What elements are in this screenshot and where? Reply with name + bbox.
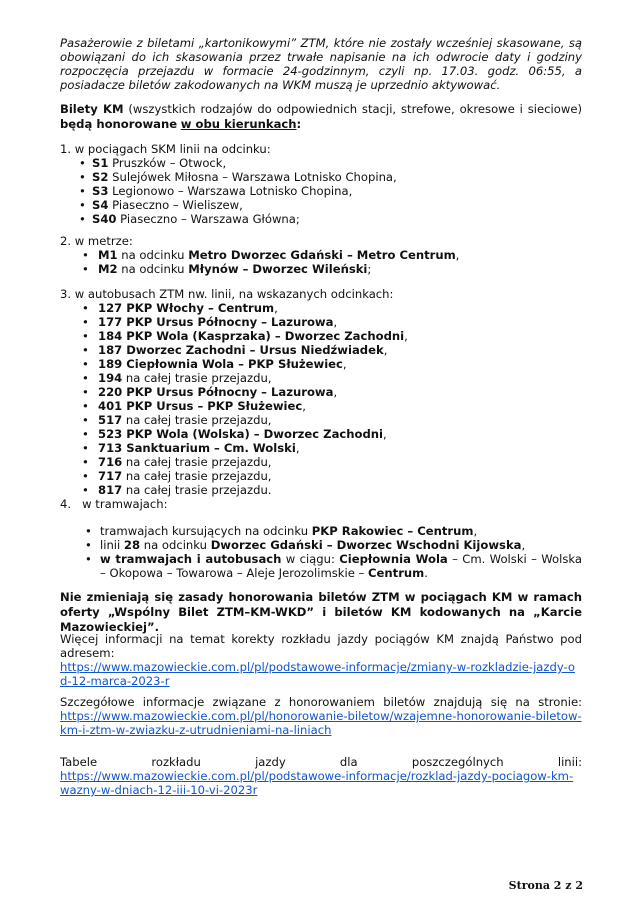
tram-item-mode: w tramwajach i autobusach [100,552,282,566]
bus-line-rest: , [383,343,388,357]
list-item [60,538,582,552]
list-item [60,413,582,427]
notice-paragraph: Nie zmieniają się zasady honorowania biletów ZTM w pociągach KM w ramach oferty „Wspólny Bilet ZTM–KM-WKD” i biletów KM kodowanych na „Karcie Mazowieckiej”. [60,590,582,634]
tram-line-number: 28 [123,538,141,552]
skm-line-route: Piaseczno – Warszawa Główna; [116,212,300,226]
info-block-1 [60,632,582,688]
list-item [60,427,582,441]
metro-line-mid: na odcinku [117,248,189,262]
list-item [60,248,582,262]
list-item [60,343,582,357]
section-metro [60,234,582,276]
list-item [60,315,582,329]
info-link-1[interactable]: https://www.mazowieckie.com.pl/pl/podstawowe-informacje/zmiany-w-rozkladzie-jazdy-od-12-marca-2023-r [60,660,575,688]
metro-line-mid: na odcinku [117,262,189,276]
bus-line-route: 194 [98,371,123,385]
skm-list [60,156,582,226]
section-bus [60,287,582,497]
metro-line-code: M1 [98,248,118,262]
skm-line-code: S4 [92,198,109,212]
bus-line-rest: na całej trasie przejazdu, [122,469,272,483]
bus-line-rest: , [404,329,408,343]
section-skm [60,142,582,226]
tram-item-route: – Cm. Wolski – Wolska – Okopowa – Towarowa – Aleje Jerozolimskie – [100,552,583,580]
metro-line-route: Młynów – Dworzec Wileński [188,262,368,276]
bus-line-rest: , [333,315,338,329]
list-item [60,301,582,315]
honored-paragraph [60,102,582,132]
info-link-3[interactable]: https://www.mazowieckie.com.pl/pl/podstawowe-informacje/rozklad-jazdy-pociagow-km-wazny-w-dniach-12-iii-10-vi-2023r [60,769,574,797]
skm-line-code: S40 [92,212,117,226]
info-block-2 [60,695,582,737]
tram-item-end: , [521,538,526,552]
bus-line-route: 713 Sanktuarium – Cm. Wolski [98,441,296,455]
honored-underlined: w obu kierunkach [180,117,297,131]
bus-line-rest: , [274,301,278,315]
tram-list [60,524,582,580]
info-text-3: Tabele rozkładu jazdy dla poszczególnych linii: [60,755,582,769]
skm-line-code: S2 [92,170,109,184]
skm-line-route: Legionowo – Warszawa Lotnisko Chopina, [108,184,353,198]
bus-line-route: 817 [98,483,123,497]
section-tram [60,497,582,580]
tram-item-destination: Centrum [368,566,425,580]
page-number-footer: Strona 2 z 2 [508,879,583,892]
tram-item-start: Ciepłownia Wola [339,552,448,566]
bus-line-route: 717 [98,469,123,483]
tram-item-text: na odcinku [140,538,211,552]
skm-heading: 1. w pociągach SKM linii na odcinku: [60,142,271,156]
tram-item-end: , [473,524,478,538]
skm-line-route: Pruszków – Otwock, [108,156,227,170]
bus-line-rest: , [333,385,338,399]
metro-line-end: ; [367,262,372,276]
info-text-1: Więcej informacji na temat korekty rozkładu jazdy pociągów KM znajdą Państwo pod adresem: [60,632,582,660]
tram-item-end: . [424,566,428,580]
metro-line-end: , [455,248,460,262]
honored-colon: : [296,117,302,131]
bus-line-rest: na całej trasie przejazdu, [122,413,272,427]
bus-line-route: 177 PKP Ursus Północny – Lazurowa [98,315,334,329]
honored-bold-1: Bilety KM [60,102,124,116]
bus-line-rest: , [383,427,387,441]
tram-item-text: tramwajach kursujących na odcinku [100,524,312,538]
list-item [60,198,582,212]
tram-heading: 4. w tramwajach: [60,497,168,511]
bus-line-route: 716 [98,455,123,469]
bus-line-route: 401 PKP Ursus – PKP Służewiec [98,399,303,413]
bus-list [60,301,582,497]
bus-line-rest: , [302,399,306,413]
list-item [60,469,582,483]
list-item [60,399,582,413]
bus-heading: 3. w autobusach ZTM nw. linii, na wskazanych odcinkach: [60,287,394,301]
list-item [60,329,582,343]
bus-line-rest: , [295,441,300,455]
tram-item-route: PKP Rakowiec – Centrum [311,524,474,538]
metro-heading: 2. w metrze: [60,234,133,248]
bus-line-route: 189 Ciepłownia Wola – PKP Służewiec [98,357,343,371]
skm-line-code: S1 [92,156,109,170]
bus-line-route: 220 PKP Ursus Północny – Lazurowa [98,385,334,399]
info-link-2[interactable]: https://www.mazowieckie.com.pl/pl/honorowanie-biletow/wzajemne-honorowanie-biletow-km-i-ztm-w-zwiazku-z-utrudnieniami-na-liniach [60,709,582,737]
list-item [60,524,582,538]
intro-paragraph: Pasażerowie z biletami „kartonikowymi” ZTM, które nie zostały wcześniej skasowane, są obowiązani do ich skasowania przez trwałe napisanie na ich odwrocie daty i godziny rozpoczęcia przejazdu w formacie 24-godzinnym, czyli np. 17.03. godz. 06:55, a posiadacze biletów zakodowanych na WKM muszą je uprzednio aktywować. [60,36,582,92]
bus-line-route: 127 PKP Włochy – Centrum [98,301,275,315]
honored-normal: (wszystkich rodzajów do odpowiednich stacji, strefowe, okresowe i sieciowe) [123,102,582,116]
skm-line-route: Piaseczno – Wieliszew, [108,198,243,212]
bus-line-route: 187 Dworzec Zachodni – Ursus Niedźwiadek [98,343,384,357]
skm-line-code: S3 [92,184,109,198]
list-item [60,170,582,184]
info-text-2: Szczegółowe informacje związane z honorowaniem biletów znajdują się na stronie: [60,695,582,709]
bus-line-route: 184 PKP Wola (Kasprzaka) – Dworzec Zachodni [98,329,405,343]
list-item [60,371,582,385]
list-item [60,552,582,580]
bus-line-route: 517 [98,413,123,427]
skm-line-route: Sulejówek Miłosna – Warszawa Lotnisko Chopina, [108,170,397,184]
metro-line-route: Metro Dworzec Gdański – Metro Centrum [188,248,456,262]
list-item [60,212,582,226]
list-item [60,441,582,455]
list-item [60,357,582,371]
bus-line-rest: na całej trasie przejazdu. [122,483,272,497]
bus-line-rest: na całej trasie przejazdu, [122,455,272,469]
list-item [60,483,582,497]
honored-bold-2: będą honorowane [60,117,178,131]
list-item [60,262,582,276]
bus-line-route: 523 PKP Wola (Wolska) – Dworzec Zachodni [98,427,384,441]
list-item [60,455,582,469]
tram-item-text: linii [100,538,124,552]
list-item [60,184,582,198]
list-item [60,156,582,170]
info-block-3 [60,755,582,797]
list-item [60,385,582,399]
metro-line-code: M2 [98,262,118,276]
tram-item-text: w ciągu: [281,552,340,566]
tram-item-route: Dworzec Gdański – Dworzec Wschodni Kijowska [210,538,522,552]
bus-line-rest: , [342,357,347,371]
bus-line-rest: na całej trasie przejazdu, [122,371,272,385]
metro-list [60,248,582,276]
